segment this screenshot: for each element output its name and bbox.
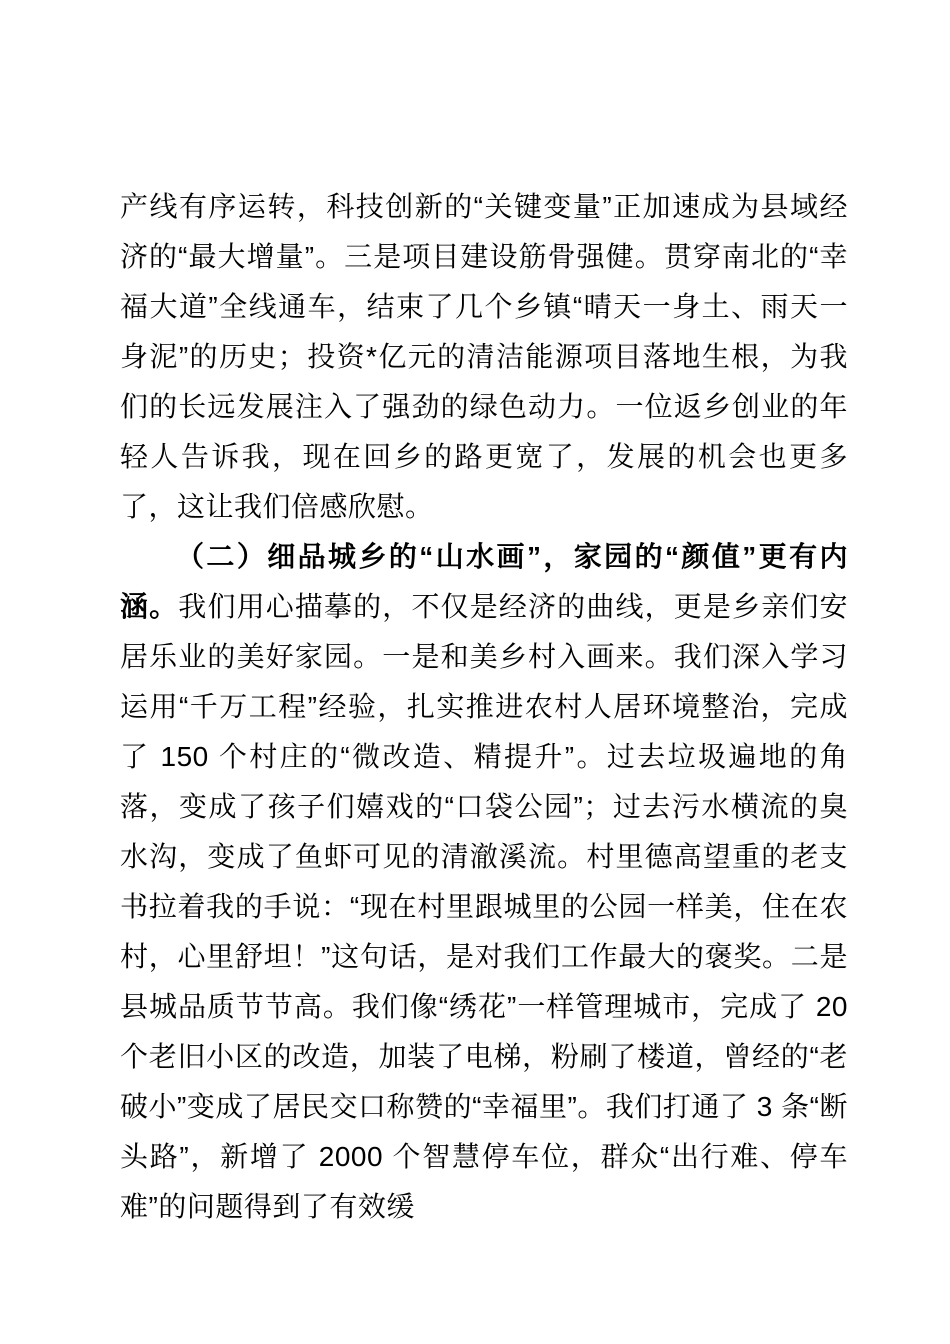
document-body bbox=[120, 182, 848, 1232]
text-run-bold: （二）细品城乡的“山水画”，家园的“颜值”更有内涵。 bbox=[120, 541, 848, 622]
text-run: 产线有序运转，科技创新的“关键变量”正加速成为县域经济的“最大增量”。三是项目建设筋骨强健。贯穿南北的“幸福大道”全线通车，结束了几个乡镇“晴天一身土、雨天一身泥”的历史；投资*亿元的清洁能源项目落地生根，为我们的长远发展注入了强劲的绿色动力。一位返乡创业的年轻人告诉我，现在回乡的路更宽了，发展的机会也更多了，这让我们倍感欣慰。 bbox=[120, 191, 848, 522]
paragraph-section-two-urban-rural bbox=[120, 532, 848, 1232]
paragraph-project-economy bbox=[120, 182, 848, 532]
text-run: 我们用心描摹的，不仅是经济的曲线，更是乡亲们安居乐业的美好家园。一是和美乡村入画来。我们深入学习运用“千万工程”经验，扎实推进农村人居环境整治，完成了 150 个村庄的“微改造、精提升”。过去垃圾遍地的角落，变成了孩子们嬉戏的“口袋公园”；过去污水横流的臭水沟，变成了鱼虾可见的清澈溪流。村里德高望重的老支书拉着我的手说：“现在村里跟城里的公园一样美，住在农村，心里舒坦！”这句话，是对我们工作最大的褒奖。二是县城品质节节高。我们像“绣花”一样管理城市，完成了 20 个老旧小区的改造，加装了电梯，粉刷了楼道，曾经的“老破小”变成了居民交口称赞的“幸福里”。我们打通了 3 条“断头路”，新增了 2000 个智慧停车位，群众“出行难、停车难”的问题得到了有效缓 bbox=[120, 591, 848, 1222]
